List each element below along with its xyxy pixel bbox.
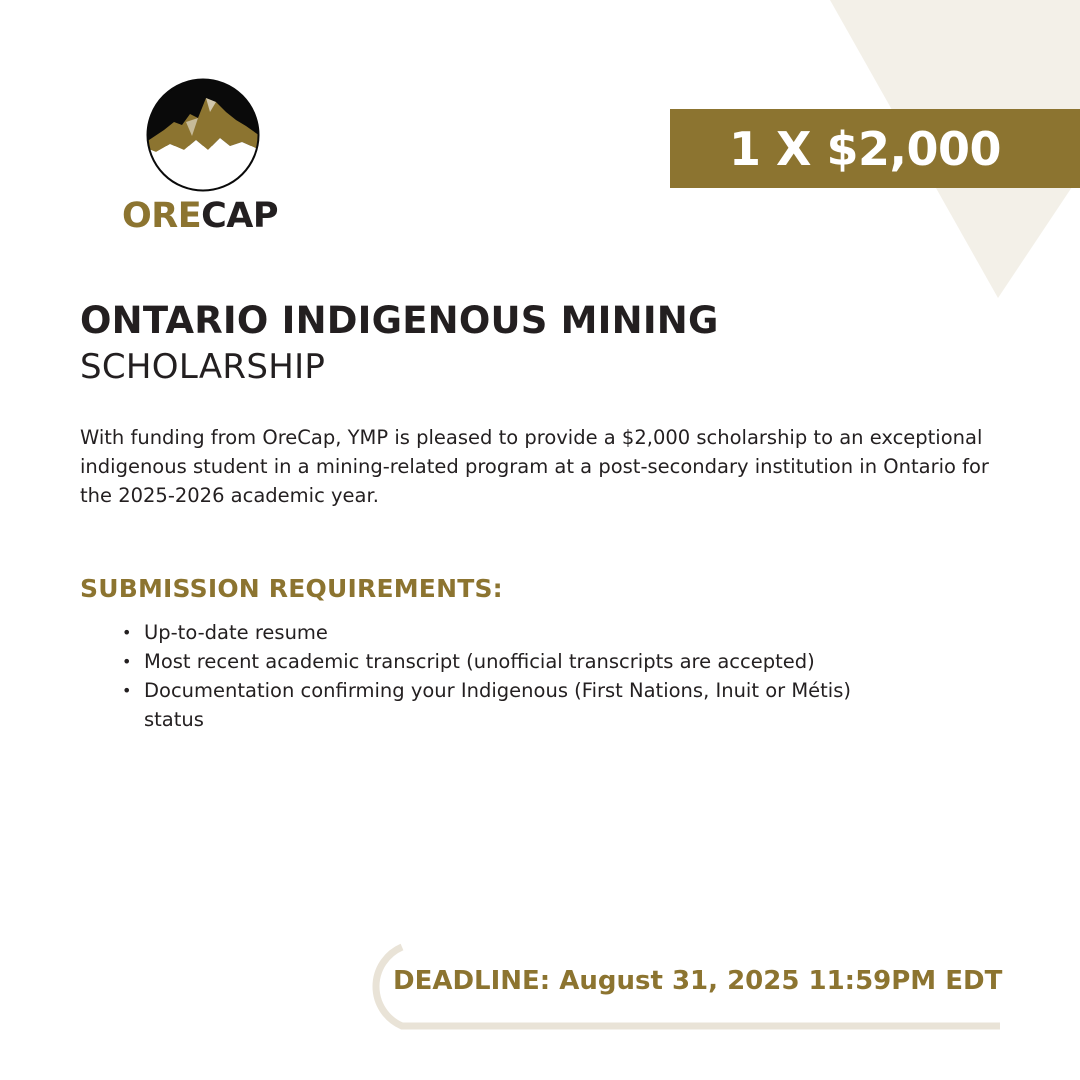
logo-word-ore: ORE [122,196,202,236]
logo-word-cap: CAP [201,196,279,236]
intro-paragraph: With funding from OreCap, YMP is pleased to provide a $2,000 scholarship to an exceptional indigenous student in a mining-related program at a post-secondary institution in Ontario for the 2025-2026 academic year. [80,426,989,507]
requirements-heading: SUBMISSION REQUIREMENTS: [80,574,503,603]
requirements-list [122,618,1002,734]
deadline-text: DEADLINE: August 31, 2025 11:59PM EDT [393,966,1003,996]
requirement-item-text: • Documentation confirming your Indigenous (First Nations, Inuit or Métis) status [144,679,851,731]
requirement-item [122,676,1002,734]
page-title [80,298,719,390]
title-line-1: ONTARIO INDIGENOUS MINING [80,299,719,342]
amount-text: 1 X $2,000 [728,121,1001,176]
orecap-logo [118,78,288,236]
title-line-2: SCHOLARSHIP [80,347,326,387]
amount-banner [670,109,1080,188]
logo-wordmark [122,196,278,236]
requirement-item: • Most recent academic transcript (unofficial transcripts are accepted) [122,647,1002,676]
mountain-icon [146,78,260,192]
requirement-item: • Up-to-date resume [122,618,1002,647]
